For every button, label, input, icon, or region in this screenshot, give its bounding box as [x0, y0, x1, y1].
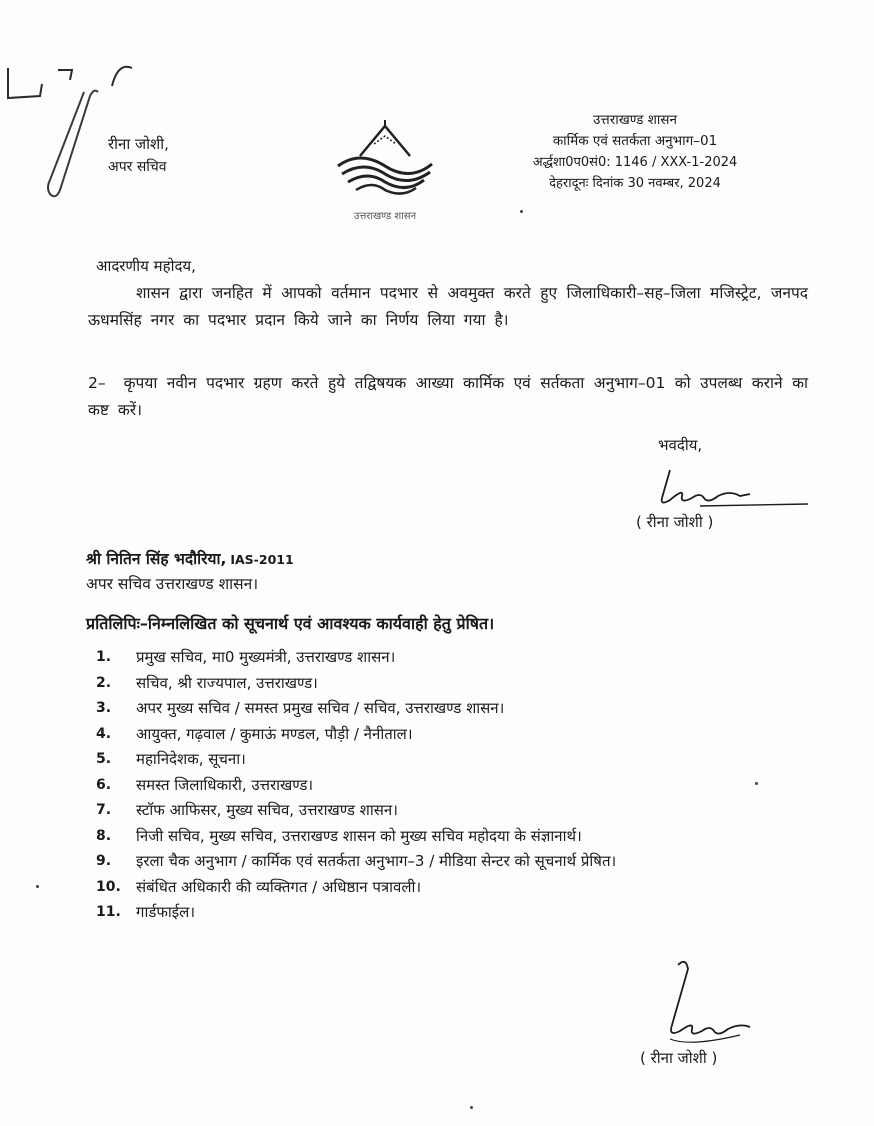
signatory-name: ( रीना जोशी ): [636, 513, 714, 531]
salutation: आदरणीय महोदय,: [96, 257, 196, 275]
uttarakhand-emblem: [330, 110, 440, 226]
paragraph-1: शासन द्वारा जनहित में आपको वर्तमान पदभार से अवमुक्त करते हुए जिलाधिकारी–सह–जिला मजिस्ट्रेट, जनपद ऊधमसिंह नगर का पदभार प्रदान किये जाने का निर्णय लिया गया है।: [88, 284, 808, 329]
list-item: 4. आयुक्त, गढ़वाल / कुमाऊं मण्डल, पौड़ी / नैनीताल।: [96, 724, 413, 743]
pen-mark-icon: [0, 40, 150, 200]
list-item: 5. महानिदेशक, सूचना।: [96, 750, 246, 768]
office-name: उत्तराखण्ड शासन: [592, 112, 677, 128]
list-item: 7. स्टॉफ आफिसर, मुख्य सचिव, उत्तराखण्ड शासन।: [96, 801, 398, 819]
emblem-caption: उत्तराखण्ड शासन: [353, 211, 417, 222]
recipient-batch: IAS-2011: [230, 552, 294, 567]
stray-dot: [520, 210, 523, 213]
signature-icon: [640, 460, 810, 510]
stray-dot: [470, 1106, 473, 1109]
sender-designation: अपर सचिव: [108, 159, 167, 175]
paragraph-2: [88, 370, 808, 424]
list-item: 1. प्रमुख सचिव, मा0 मुख्यमंत्री, उत्तराखण्ड शासन।: [96, 648, 396, 666]
signature-icon: [620, 955, 790, 1050]
list-item: 3. अपर मुख्य सचिव / समस्त प्रमुख सचिव / सचिव, उत्तराखण्ड शासन।: [96, 699, 505, 717]
list-item: 2. सचिव, श्री राज्यपाल, उत्तराखण्ड।: [96, 673, 318, 692]
copy-to-list: [96, 646, 806, 927]
reference-number: अर्द्धशा0प0सं0: 1146 / XXX-1-2024: [532, 155, 738, 170]
paragraph-2-number: 2–: [88, 374, 106, 392]
recipient-full-name: श्री नितिन सिंह भदौरिया,: [86, 550, 227, 568]
recipient-name: [86, 547, 294, 569]
recipient-designation: अपर सचिव उत्तराखण्ड शासन।: [86, 575, 259, 593]
place-date: देहरादूनः दिनांक 30 नवम्बर, 2024: [549, 176, 721, 191]
emblem-icon: [330, 110, 440, 202]
sender-name: रीना जोशी,: [108, 135, 169, 153]
valediction: भवदीय,: [658, 436, 703, 454]
list-item: 9. इरला चैक अनुभाग / कार्मिक एवं सतर्कता अनुभाग–3 / मीडिया सेन्टर को सूचनार्थ प्रेषित।: [96, 852, 617, 870]
stray-dot: [36, 885, 39, 888]
stray-dot: [755, 782, 758, 785]
list-item: 6. समस्त जिलाधिकारी, उत्तराखण्ड।: [96, 775, 314, 794]
list-item: 11. गार्डफाईल।: [96, 903, 196, 921]
office-header: [490, 110, 780, 194]
signatory-name: ( रीना जोशी ): [640, 1049, 718, 1067]
paragraph-2-text: कृपया नवीन पदभार ग्रहण करते हुये तद्विषयक आख्या कार्मिक एवं सर्तकता अनुभाग–01 को उपलब्ध कराने का कष्ट करें।: [88, 374, 808, 419]
list-item: 8. निजी सचिव, मुख्य सचिव, उत्तराखण्ड शासन को मुख्य सचिव महोदया के संज्ञानार्थ।: [96, 826, 582, 845]
copy-to-heading: प्रतिलिपिः–निम्नलिखित को सूचनार्थ एवं आवश्यक कार्यवाही हेतु प्रेषित।: [86, 614, 495, 633]
list-item: 10. संबंधित अधिकारी की व्यक्तिगत / अधिष्ठान पत्रावली।: [96, 877, 422, 896]
office-section: कार्मिक एवं सतर्कता अनुभाग–01: [552, 133, 718, 149]
